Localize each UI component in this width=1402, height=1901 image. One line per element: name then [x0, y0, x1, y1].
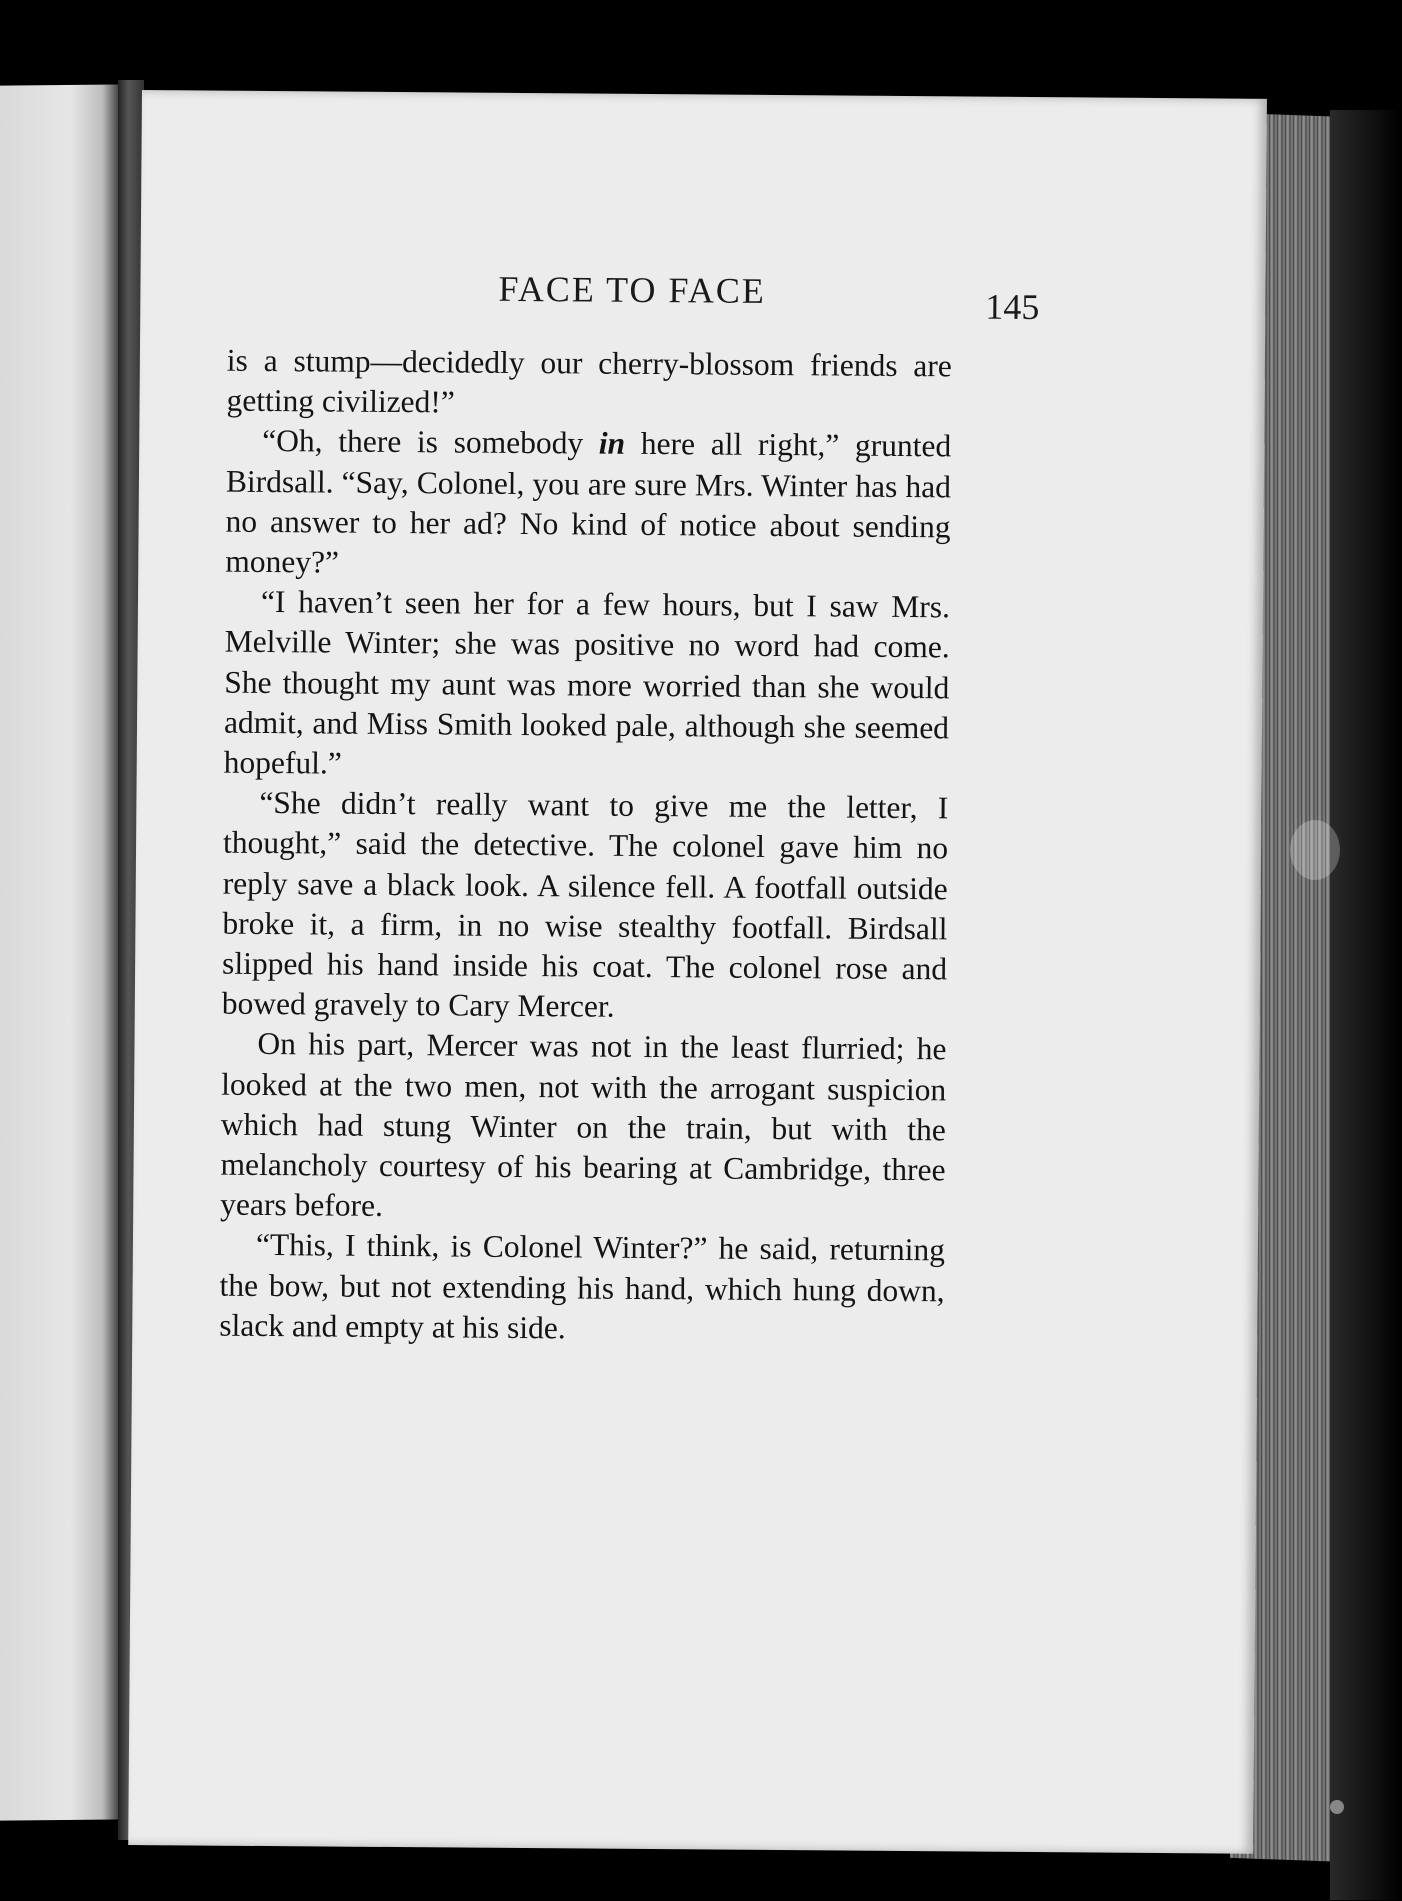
running-title: FACE TO FACE	[498, 268, 766, 311]
body-text	[219, 341, 952, 1352]
scan-speck	[1290, 820, 1340, 880]
emphasis-in: in	[598, 426, 626, 462]
paragraph-4: “She didn’t really want to give me the letter, I thought,” said the detective. The colonel gave him no reply save a black look. A silence fell. A footfall outside broke it, a firm, in no wise stealthy footfall. Birdsall slipped his hand inside his coat. The colonel rose and bowed gravely to Cary Mercer.	[221, 785, 949, 1024]
paragraph-6: “This, I think, is Colonel Winter?” he said, returning the bow, but not extending his hand, which hung down, slack and empty at his side.	[219, 1227, 946, 1346]
book-page	[128, 90, 1267, 1854]
running-head	[141, 265, 1266, 328]
paragraph-3: “I haven’t seen her for a few hours, but I saw Mrs. Melville Winter; she was positive no word had come. She thought my aunt was more worried than she would admit, and Miss Smith looked pale, although she seemed hopeful.”	[223, 584, 951, 781]
paragraph-1: is a stump—decidedly our cherry-blossom friends are getting civilized!”	[226, 342, 952, 420]
paragraph-2-part-1: “Oh, there is somebody	[262, 423, 600, 462]
paragraph-5: On his part, Mercer was not in the least flurried; he looked at the two men, not with the arrogant suspicion which had stung Winter on the train, but with the melancholy courtesy of his bearing at Cambridge, three years before.	[220, 1026, 947, 1224]
paragraph-2	[225, 421, 951, 588]
paragraph-2-part-2: here all right,” grunted Birdsall. “Say, Colonel, you are sure Mrs. Winter has had no answer to her ad? No kind of notice about sending money?”	[225, 426, 952, 580]
left-facing-page	[0, 84, 128, 1820]
scan-speck	[1330, 1800, 1344, 1814]
page-number: 145	[985, 286, 1040, 328]
page-edges-shadow	[1330, 110, 1402, 1900]
